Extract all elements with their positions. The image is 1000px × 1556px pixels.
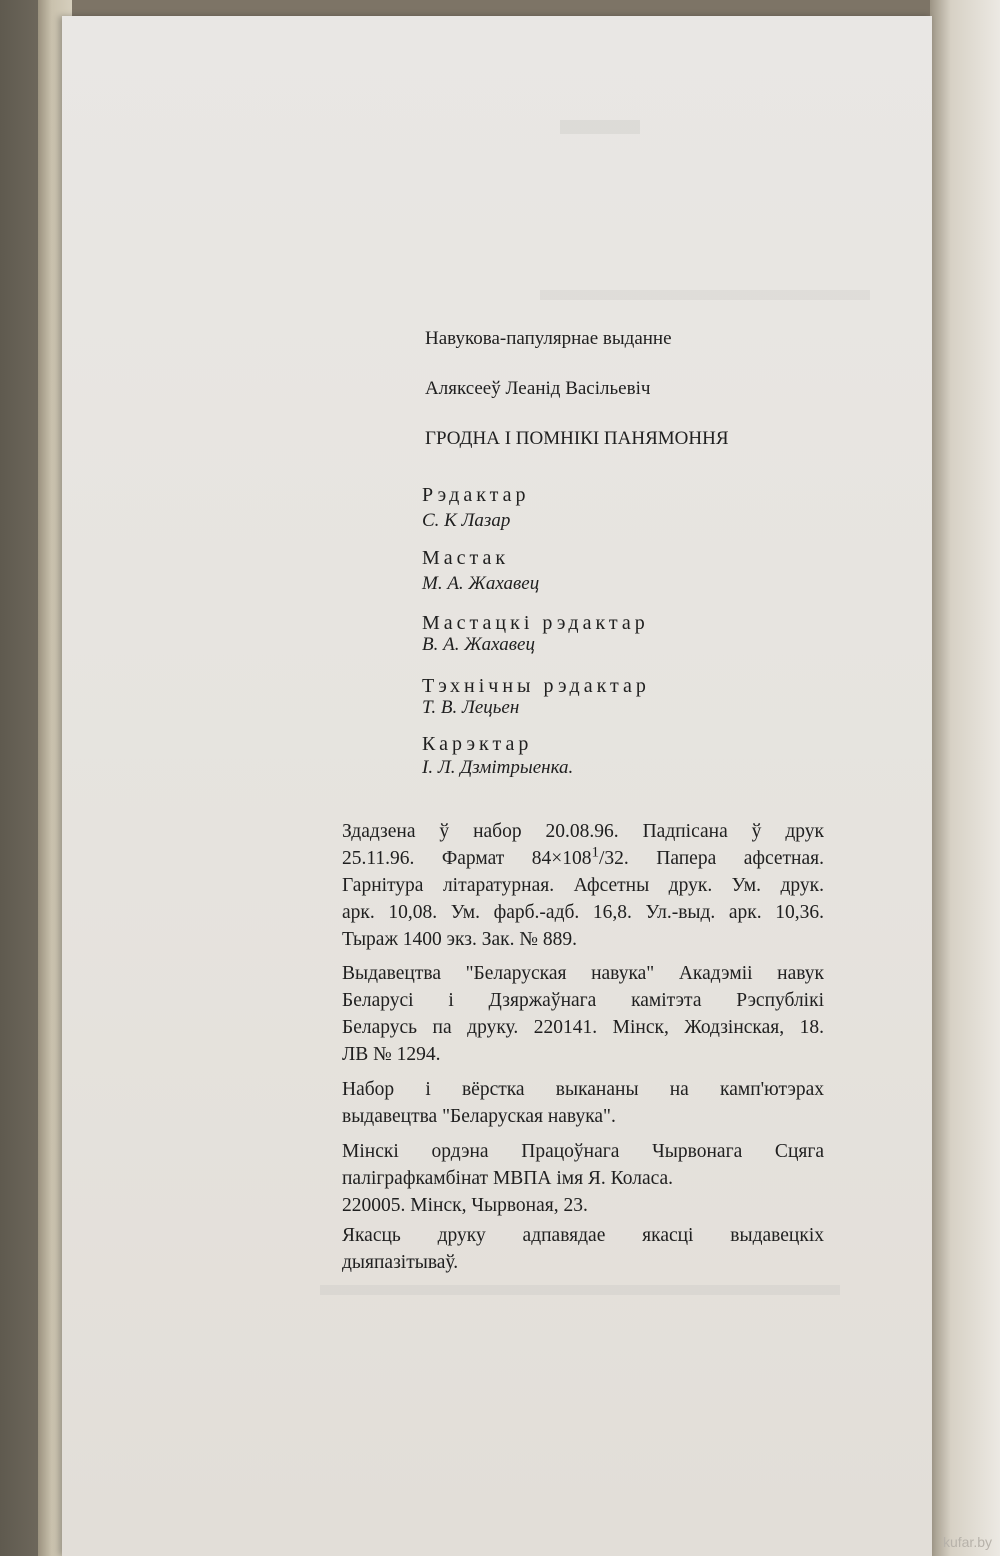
imprint-publisher (342, 960, 824, 1068)
imprint-printer (342, 1138, 824, 1219)
imprint-line: Мінскі ордэна Працоўнага Чырвонага Сцяга (342, 1141, 824, 1162)
imprint-typesetting (342, 1076, 824, 1130)
imprint-line: Гарнітура літаратурная. Афсетны друк. Ум. друк. (342, 875, 824, 896)
imprint-print-data (342, 818, 824, 953)
imprint-line: дыяпазітываў. (342, 1252, 459, 1273)
imprint-line: Выдавецтва "Беларуская навука" Акадэміі навук (342, 963, 824, 984)
imprint-line: Здадзена ў набор 20.08.96. Падпісана ў друк (342, 821, 824, 842)
credit-name-artist: М. А. Жахавец (422, 573, 540, 594)
series-label: Навукова-папулярнае выданне (425, 328, 672, 349)
site-watermark: kufar.by (942, 1534, 992, 1550)
adjacent-page-edge (930, 0, 1000, 1556)
book-page (62, 16, 932, 1556)
format-superscript: 1 (591, 844, 599, 861)
credit-role-artist: Мастак (422, 547, 510, 569)
credit-role-proofreader: Карэктар (422, 733, 533, 755)
show-through-mark (540, 290, 870, 300)
imprint-line: арк. 10,08. Ум. фарб.-адб. 16,8. Ул.-выд. арк. 10,36. (342, 902, 824, 923)
credit-name-editor: С. К Лазар (422, 510, 511, 531)
credit-role-tech-editor: Тэхнічны рэдактар (422, 675, 650, 697)
imprint-line: Набор і вёрстка выкананы на камп'ютэрах (342, 1079, 824, 1100)
imprint-line: выдавецтва "Беларуская навука". (342, 1106, 616, 1127)
imprint-line: 220005. Мінск, Чырвоная, 23. (342, 1195, 588, 1216)
imprint-line (342, 845, 824, 872)
imprint-line: Беларусь па друку. 220141. Мінск, Жодзінская, 18. (342, 1017, 824, 1038)
imprint-quality (342, 1222, 824, 1276)
format-text: 25.11.96. Фармат 84×108 (342, 848, 592, 869)
credit-role-editor: Рэдактар (422, 484, 530, 506)
imprint-line: паліграфкамбінат МВПА імя Я. Коласа. (342, 1168, 674, 1189)
credit-role-art-editor: Мастацкі рэдактар (422, 612, 649, 634)
imprint-line: Якасць друку адпавядае якасці выдавецкіх (342, 1225, 824, 1246)
show-through-mark (320, 1285, 840, 1295)
book-title: ГРОДНА І ПОМНІКІ ПАНЯМОННЯ (425, 428, 729, 449)
credit-name-tech-editor: Т. В. Лецьен (422, 697, 520, 718)
show-through-mark (560, 120, 640, 134)
imprint-line: ЛВ № 1294. (342, 1044, 441, 1065)
imprint-line: Беларусі і Дзяржаўнага камітэта Рэспублікі (342, 990, 824, 1011)
credit-name-art-editor: В. А. Жахавец (422, 634, 535, 655)
author-name: Аляксееў Леанід Васільевіч (425, 378, 651, 399)
credit-name-proofreader: І. Л. Дзмітрыенка. (422, 757, 574, 778)
format-rest: /32. Папера афсетная. (598, 848, 824, 869)
imprint-line: Тыраж 1400 экз. Зак. № 889. (342, 929, 577, 950)
